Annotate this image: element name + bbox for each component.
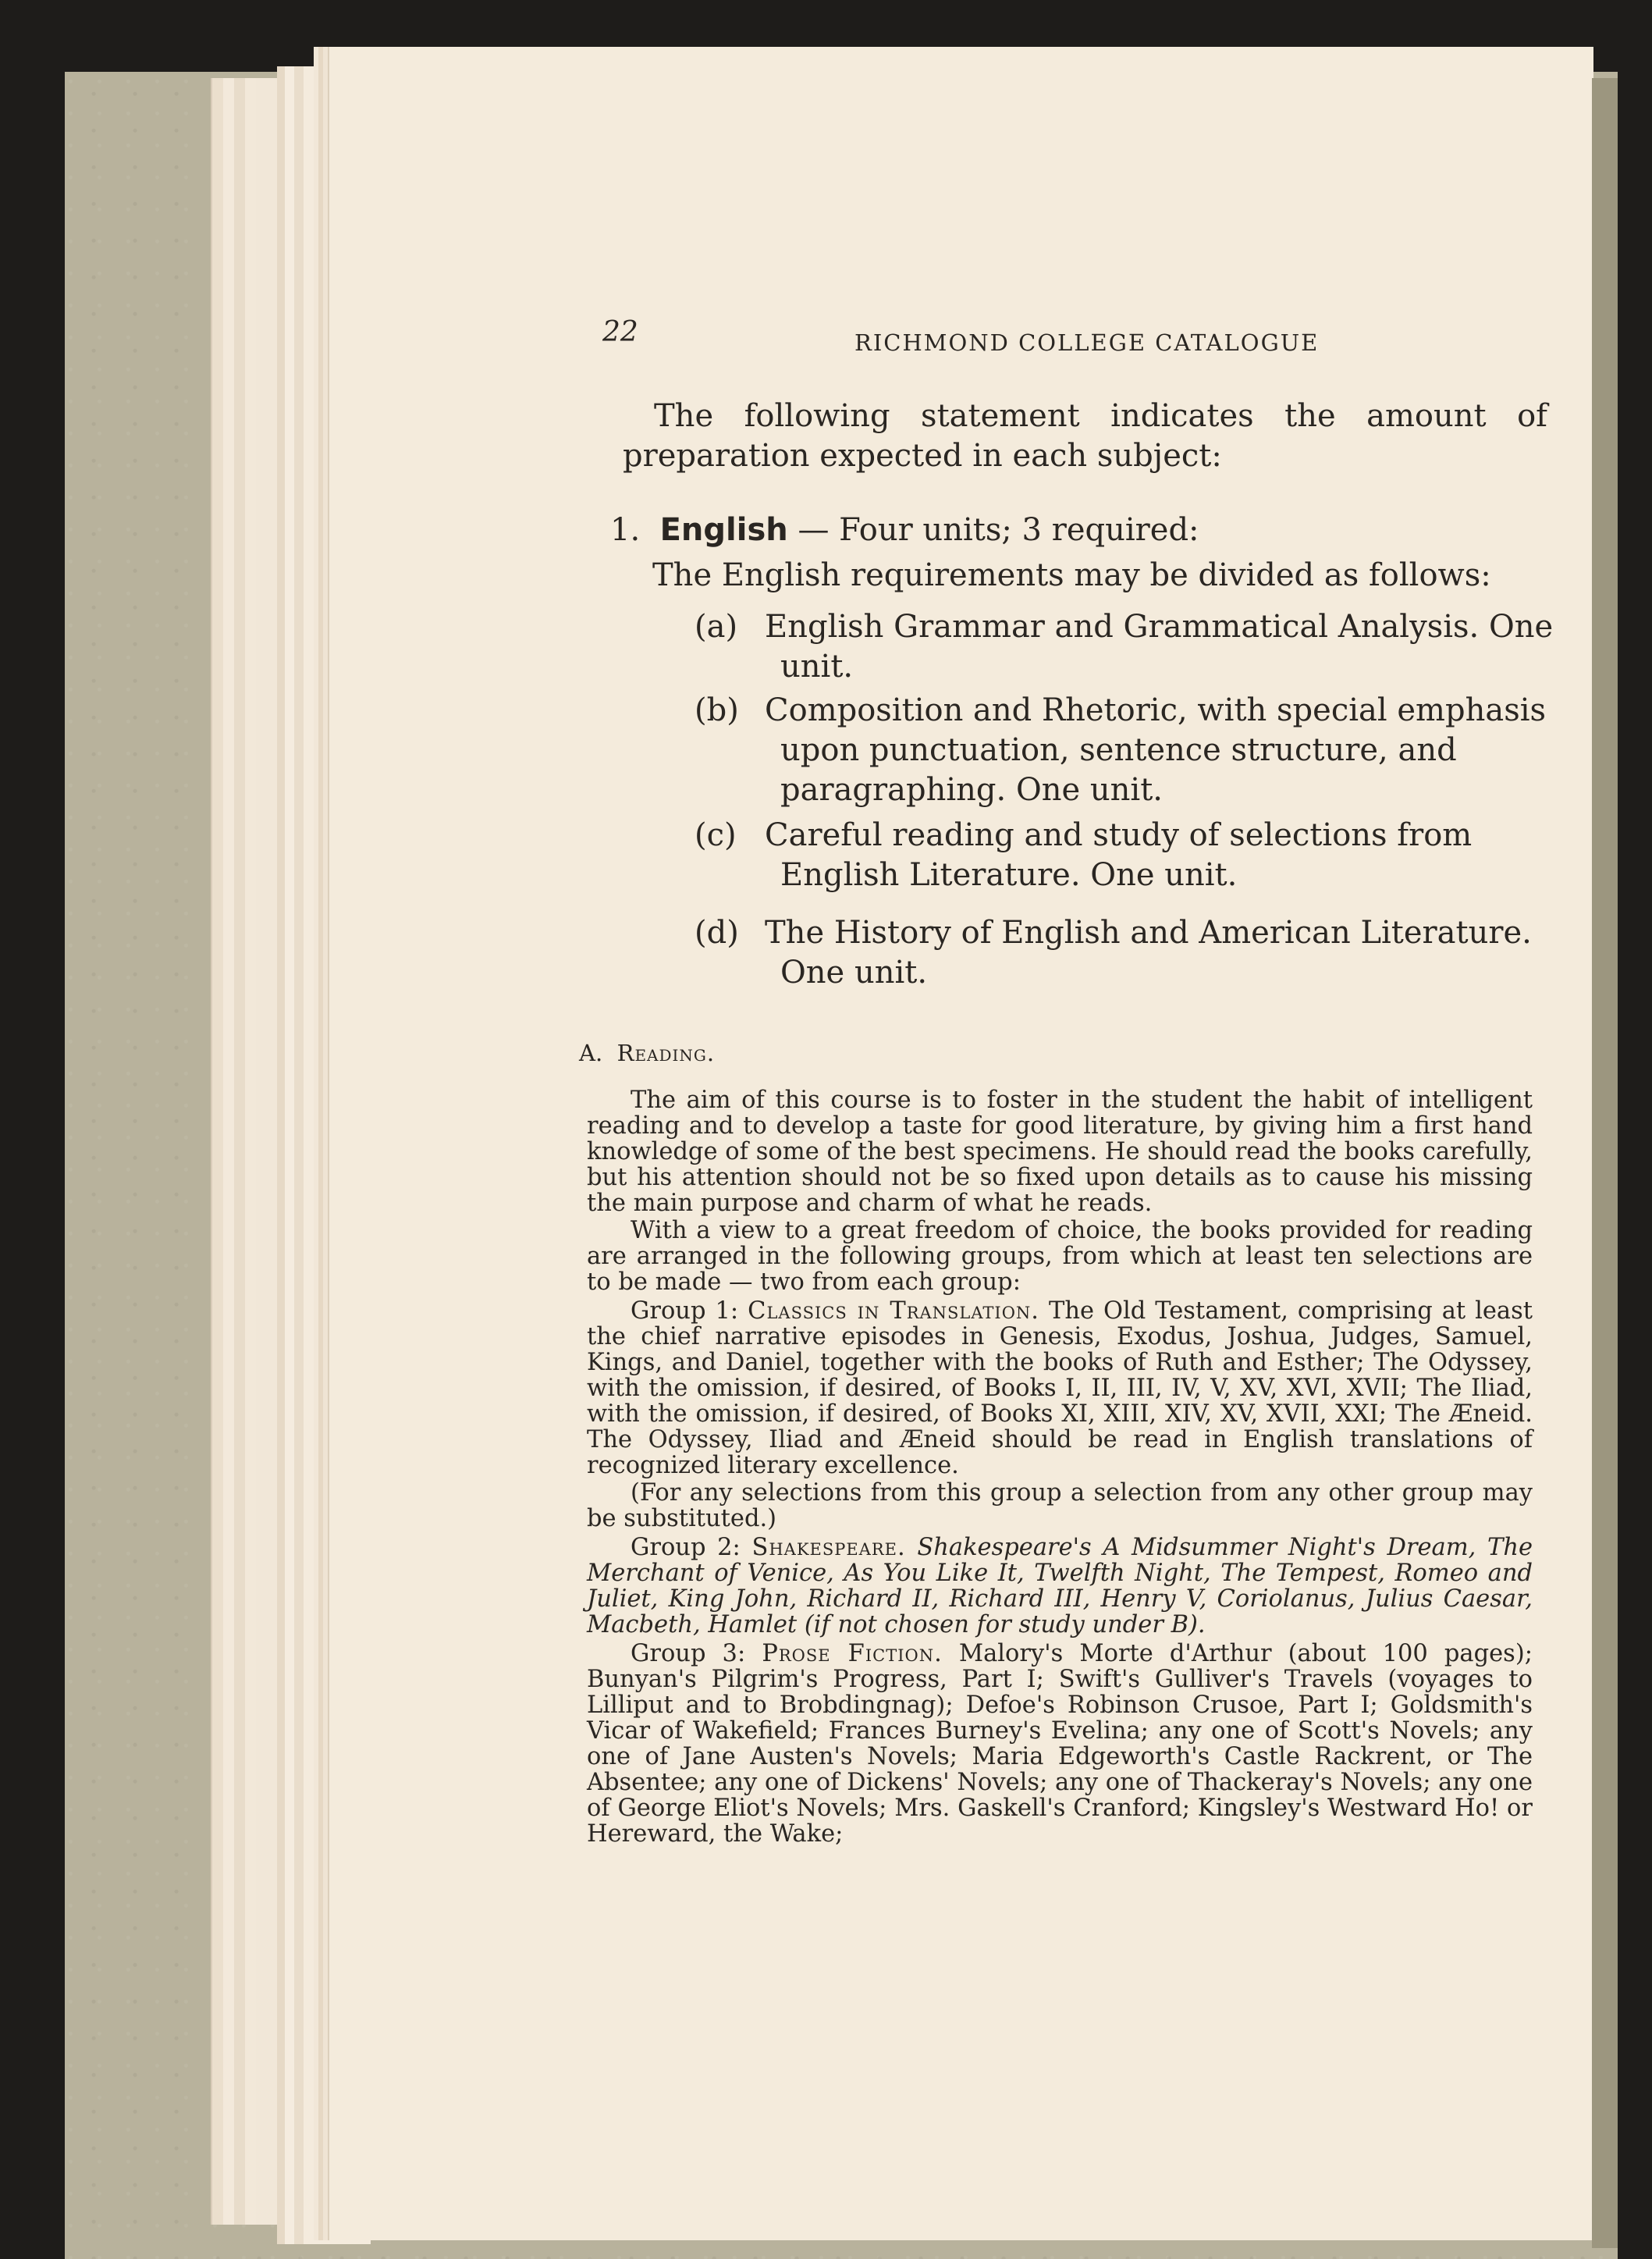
reading-heading-title: Reading. — [616, 1040, 716, 1066]
group-1-text: The Old Testament, comprising at least the chief narrative episodes in Genesis, Exodus, Joshua, Judges, Samuel, Kings, and Daniel, together with the books of Ruth and Esther; The Odyssey, with the omission, if desired, of Books I, II, III, IV, V, XV, XVI, XVII; The Iliad, with the omission, if desired, of Books XI, XIII, XIV, XV, XVII, XXI; The Æneid. The Odyssey, Iliad and Æneid should be read in English translations of recognized literary excellence. — [587, 1297, 1533, 1479]
group-2-label: Group 2: — [631, 1534, 752, 1561]
reading-aim-paragraph: The aim of this course is to foster in the student the habit of intelligent reading and to develop a taste for good literature, by giving him a first hand knowledge of some of the best specimens. He should read the books carefully, but his attention should not be so fixed upon details as to cause his missing the main purpose and charm of what he reads. — [587, 1087, 1533, 1217]
group-3-title: Prose Fiction. — [762, 1640, 943, 1667]
page-number: 22 — [602, 316, 638, 348]
intro-paragraph: The following statement indicates the amount of preparation expected in each subject: — [623, 398, 1547, 474]
requirement-c — [695, 816, 1545, 893]
group-1-title: Classics in Translation. — [748, 1297, 1039, 1325]
english-lead: The English requirements may be divided as follows: — [652, 557, 1491, 593]
group-1-label: Group 1: — [631, 1297, 748, 1325]
requirement-label: (a) — [695, 609, 738, 645]
reading-heading-letter: A. — [579, 1040, 603, 1066]
requirement-text: The History of English and American Literature. One unit. — [765, 915, 1532, 991]
section-title-rest: — Four units; 3 required: — [787, 512, 1199, 548]
group-3-label: Group 3: — [631, 1640, 762, 1667]
group-1-paragraph — [587, 1298, 1533, 1478]
reading-body — [587, 1087, 1533, 1847]
requirement-text: Careful reading and study of selections from English Literature. One unit. — [765, 817, 1473, 893]
requirement-text: English Grammar and Grammatical Analysis. One unit. — [765, 609, 1554, 685]
requirement-d — [695, 913, 1545, 991]
section-title: English — [659, 512, 788, 548]
group-3-text: Malory's Morte d'Arthur (about 100 pages); Bunyan's Pilgrim's Progress, Part I; Swift's Gulliver's Travels (voyages to Lilliput and to Brobdingnag); Defoe's Robinson Crusoe, Part I; Goldsmith's Vicar of Wakefield; Frances Burney's Evelina; any one of Scott's Novels; any one of Jane Austen's Novels; Maria Edgeworth's Castle Rackrent, or The Absentee; any one of Dickens' Novels; any one of Thackeray's Novels; any one of George Eliot's Novels; Mrs. Gaskell's Cranford; Kingsley's Westward Ho! or Hereward, the Wake; — [587, 1640, 1533, 1848]
reading-heading — [579, 1041, 1539, 1066]
requirement-a — [695, 607, 1554, 685]
requirement-label: (b) — [695, 692, 739, 728]
section-english-heading — [610, 510, 1547, 550]
reading-choice-paragraph: With a view to a great freedom of choice, the books provided for reading are arranged in the following groups, from which at least ten selections are to be made — two from each group: — [587, 1217, 1533, 1296]
group-2-text: Shakespeare's A Midsummer Night's Dream, The Merchant of Venice, As You Like It, Twelfth Night, The Tempest, Romeo and Juliet, King John, Richard II, Richard III, Henry V, Coriolanus, Julius Caesar, Macbeth, Hamlet (if not chosen for study under B). — [587, 1534, 1533, 1638]
requirement-label: (d) — [695, 915, 739, 951]
running-title: RICHMOND COLLEGE CATALOGUE — [854, 329, 1320, 356]
group-1-note: (For any selections from this group a selection from any other group may be substituted.) — [587, 1479, 1533, 1532]
requirement-b — [695, 691, 1547, 808]
requirement-text: Composition and Rhetoric, with special emphasis upon punctuation, sentence structure, and paragraphing. One unit. — [765, 692, 1547, 808]
group-3-paragraph — [587, 1641, 1533, 1847]
group-2-title: Shakespeare. — [751, 1534, 906, 1561]
group-2-paragraph — [587, 1535, 1533, 1638]
section-number: 1. — [610, 512, 641, 548]
requirement-label: (c) — [695, 817, 737, 853]
